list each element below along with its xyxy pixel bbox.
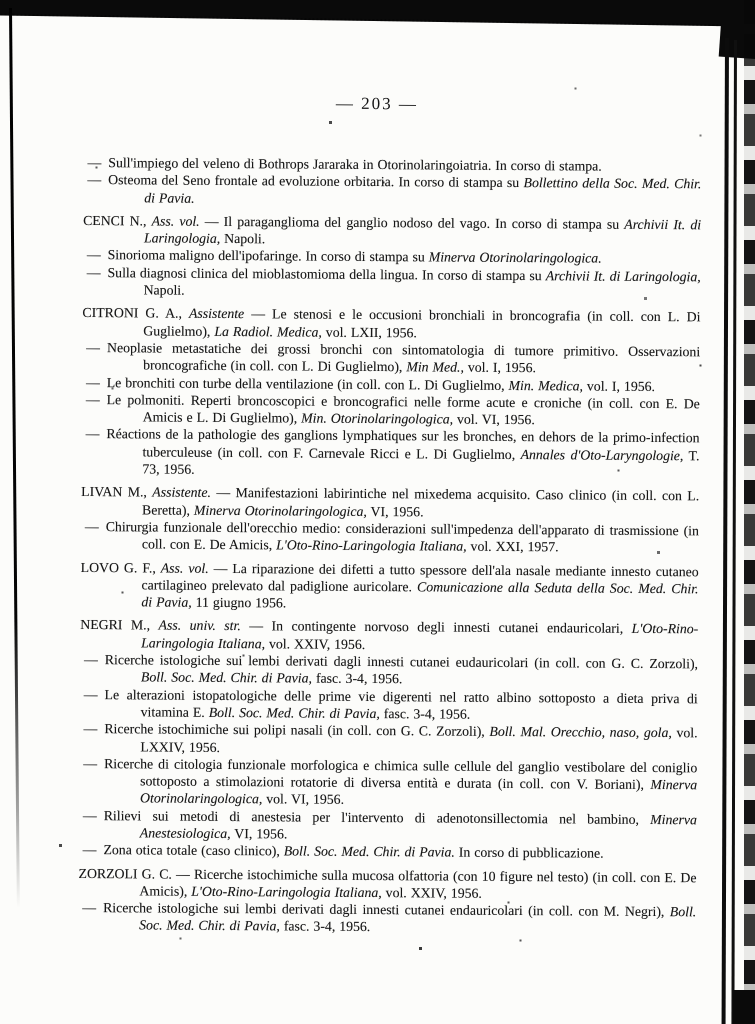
- entry-text: Zona otica totale (caso clinico),: [103, 842, 284, 859]
- bibliography-item: [79, 720, 697, 759]
- entry-text: Le alterazioni istopatologiche delle prime vie digerenti nel ratto albino sottoposto a dieta priva di vitamina E.: [104, 686, 698, 720]
- journal-title-italic: Assistente.: [152, 484, 212, 501]
- entry-text: Sulla diagnosi clinica del mioblastomioma della lingua. In corso di stampa su: [107, 264, 546, 284]
- entry-text: CENCI N.,: [83, 212, 152, 229]
- scan-edge-left-line: [9, 8, 20, 908]
- journal-title-italic: Min. Otorinolaringologica,: [301, 410, 454, 427]
- list-dash: —: [86, 339, 101, 356]
- bibliography-author-entry: [80, 559, 698, 615]
- bibliography-group: [83, 212, 702, 303]
- list-dash: —: [85, 426, 100, 442]
- entry-text: Neoplasie metastatiche dei grossi bronchi con sintomatologia di tumore primitivo. Osservazioni broncografiche (in coll. con L. Di Guglielmo),: [106, 340, 701, 375]
- bibliography-author-entry: [78, 865, 696, 904]
- entry-text: vol. I, 1956.: [582, 378, 656, 394]
- scan-binding-line-inner: [731, 40, 736, 1024]
- journal-title-italic: Comunicazione alla Seduta della Soc. Med. Chir. di Pavia,: [141, 579, 699, 610]
- entry-text: Le bronchiti con turbe della ventilazione (in coll. con L. Di Guglielmo,: [106, 374, 509, 393]
- bibliography-item: [81, 518, 699, 557]
- list-dash: —: [87, 155, 102, 171]
- list-dash: —: [83, 721, 98, 737]
- entry-text: Ricerche istologiche sui lembi derivati dagli innesti cutanei endauricolari (in coll. con M. Negri),: [103, 900, 670, 920]
- bibliography-group: [81, 304, 700, 481]
- entry-text: ZORZOLI G. C. — Ricerche istochimiche sulla mucosa olfattoria (con 10 figure nel testo) (in coll. con E. De Amicis),: [78, 865, 697, 899]
- entry-text: Osteoma del Seno frontale ad evoluzione orbitaria. In corso di stampa su: [108, 172, 524, 191]
- entry-text: vol. XXIV, 1956.: [381, 884, 482, 901]
- entry-text: Rilievi sui metodi di anestesia per l'intervento di adenotonsillectomia nel bambino,: [103, 807, 651, 827]
- bibliography-group: [83, 154, 701, 210]
- journal-title-italic: Boll. Soc. Med. Chir. di Pavia,: [208, 704, 380, 721]
- entry-text: T. 73, 1956.: [142, 447, 700, 477]
- entry-text: Sull'impiego del veleno di Bothrops Jararaka in Otorinolaringoiatria. In corso di stampa.: [108, 155, 602, 174]
- list-dash: —: [83, 686, 98, 702]
- journal-title-italic: Ass. vol.: [160, 560, 209, 576]
- journal-title-italic: Assistente: [188, 306, 245, 322]
- entry-text: Napoli.: [220, 231, 266, 247]
- journal-title-italic: Boll. Soc. Med. Chir. di Pavia,: [140, 669, 313, 686]
- journal-title-italic: Archivii It. di Laringologia,: [545, 268, 701, 285]
- list-dash: —: [85, 391, 100, 407]
- scan-edge-top-band: [0, 0, 755, 28]
- list-dash: —: [83, 755, 98, 771]
- bibliography-item: [81, 425, 699, 481]
- journal-title-italic: Min. Medica,: [508, 377, 584, 394]
- list-dash: —: [83, 652, 98, 668]
- entry-text: fasc. 3-4, 1956.: [311, 670, 403, 687]
- bibliography-author-entry: [80, 616, 698, 655]
- entry-text: Napoli.: [143, 282, 185, 298]
- scan-corner-bottom-right: [733, 990, 755, 1024]
- journal-title-italic: Bollettino della Soc. Med. Chir. di Pavia.: [144, 175, 702, 206]
- bibliography-group: [81, 483, 699, 557]
- journal-title-italic: Annales d'Oto-Laryngologie,: [520, 446, 684, 463]
- entry-text: NEGRI M.,: [80, 617, 159, 633]
- bibliography-item: [79, 807, 697, 846]
- entry-text: Ricerche istologiche sui lembi derivati dagli innesti cutanei eudauricolari (in coll. con G. C. Zorzoli),: [104, 652, 699, 672]
- entry-text: vol. LXXIV, 1956.: [140, 725, 698, 755]
- entry-text: CITRONI G. A.,: [82, 305, 190, 322]
- entry-text: VI, 1956.: [366, 503, 424, 520]
- journal-title-italic: Minerva Anestesiologica,: [139, 811, 697, 842]
- journal-title-italic: Ass. vol.: [151, 213, 200, 229]
- entry-text: Le polmoniti. Reperti broncoscopici e broncografici nelle forme acute e croniche (in coll. con E. De Amicis e L. Di Guglielmo),: [106, 392, 700, 426]
- journal-title-italic: L'Oto-Rino-Laringologia Italiana,: [276, 537, 467, 554]
- bibliography-item: [82, 339, 700, 378]
- bibliography-item: [80, 686, 698, 725]
- list-dash: —: [82, 807, 97, 823]
- scan-edge-right-noise: [744, 0, 755, 1024]
- journal-title-italic: Boll. Soc. Med. Chir. di Pavia.: [283, 843, 455, 860]
- entry-text: Ricerche istochimiche sui polipi nasali (in coll. con G. C. Zorzoli),: [104, 721, 490, 740]
- journal-title-italic: L'Oto-Rino-Laringologia Italiana,: [191, 883, 382, 900]
- entry-text: — Il paraganglioma del ganglio nodoso del vago. In corso di stampa su: [199, 213, 625, 232]
- journal-title-italic: Boll. Mal. Orecchio, naso, gola,: [489, 724, 672, 741]
- list-dash: —: [86, 247, 101, 263]
- bibliography-item: [80, 651, 698, 690]
- entry-text: fasc. 3-4, 1956.: [379, 705, 471, 722]
- entry-text: Chirurgia funzionale dell'orecchio medio: considerazioni sull'impedenza dell'apparato di trasmissione (in coll. con E. De Amicis,: [105, 519, 700, 553]
- entry-text: In corso di pubblicazione.: [454, 844, 604, 861]
- entry-text: — Le stenosi e le occusioni bronchiali in broncografia (in coll. con L. Di Guglielmo),: [143, 306, 701, 339]
- list-dash: —: [86, 264, 101, 280]
- bibliography-author-entry: [83, 212, 701, 251]
- bibliography-item: [83, 264, 701, 303]
- entry-text: vol. LXII, 1956.: [321, 324, 417, 341]
- entry-text: fasc. 3-4, 1956.: [279, 918, 371, 935]
- entry-text: Ricerche di citologia funzionale morfologica e chimica sulle cellule del ganglio vestibolare del coniglio sottoposto a stimolazioni rotatorie di diversa entità e durata (in coll. con V. Boriani),: [104, 755, 698, 793]
- journal-title-italic: Minerva Otorinolaringologica,: [140, 777, 698, 807]
- journal-title-italic: Ass. univ. str.: [158, 617, 241, 634]
- entry-text: 11 giugno 1956.: [191, 594, 287, 611]
- list-dash: —: [82, 900, 97, 916]
- journal-title-italic: Min Med.,: [406, 359, 464, 375]
- bibliography-group: [79, 616, 699, 862]
- entry-text: — La riparazione dei difetti a tutto spessore dell'ala nasale mediante innesto cutaneo cartilagineo prelevato dal padiglione auricolare.: [141, 560, 699, 595]
- bibliography-item: [78, 899, 696, 938]
- page-content: [78, 92, 702, 944]
- bibliography-group: [80, 559, 698, 615]
- bibliography-group: [78, 865, 696, 939]
- entry-text: vol. VI, 1956.: [262, 791, 345, 808]
- list-dash: —: [82, 842, 97, 858]
- list-dash: —: [85, 374, 100, 390]
- entry-text: Réactions de la pathologie des ganglions lymphatiques sur les bronches, en dehors de la primo-infection tuberculeuse (in coll. con F. Carnevale Ricci e L. Di Guglielmo,: [106, 426, 700, 462]
- entry-text: vol. XXI, 1957.: [466, 538, 559, 555]
- entry-text: — Manifestazioni labirintiche nel mixedema acquisito. Caso clinico (in coll. con L. Beretta),: [142, 485, 700, 518]
- entry-text: — In contingente norvoso degli innesti cutanei endauricolari,: [240, 618, 632, 637]
- bibliography-author-entry: [81, 483, 699, 522]
- entry-text: LOVO G. F.,: [80, 559, 161, 576]
- bibliography-list: [78, 154, 701, 938]
- entry-text: LIVAN M.,: [81, 484, 153, 500]
- list-dash: —: [84, 518, 99, 535]
- entry-text: Sinorioma maligno dell'ipofaringe. In corso di stampa su: [107, 247, 429, 265]
- page-number: — 203 —: [335, 93, 418, 114]
- bibliography-item: [79, 841, 697, 863]
- entry-text: VI, 1956.: [230, 826, 288, 842]
- bibliography-author-entry: [82, 304, 700, 343]
- bibliography-item: [79, 755, 697, 811]
- journal-title-italic: Minerva Otorinolaringologica,: [193, 502, 367, 519]
- entry-text: vol. VI, 1956.: [453, 411, 535, 428]
- list-dash: —: [87, 172, 102, 188]
- bibliography-item: [82, 391, 700, 430]
- journal-title-italic: Minerva Otorinolaringologica.: [428, 249, 602, 267]
- journal-title-italic: Boll. Soc. Med. Chir. di Pavia,: [139, 904, 697, 934]
- entry-text: vol. XXIV, 1956.: [265, 635, 366, 652]
- journal-title-italic: Archivii It. di Laringologia,: [143, 216, 702, 247]
- journal-title-italic: La Radiol. Medica,: [214, 323, 322, 340]
- bibliography-item: [83, 171, 701, 210]
- journal-title-italic: L'Oto-Rino-Laringologia Italiana,: [141, 621, 699, 651]
- entry-text: vol. I, 1956.: [463, 359, 537, 376]
- scan-binding-line-outer: [722, 38, 729, 1024]
